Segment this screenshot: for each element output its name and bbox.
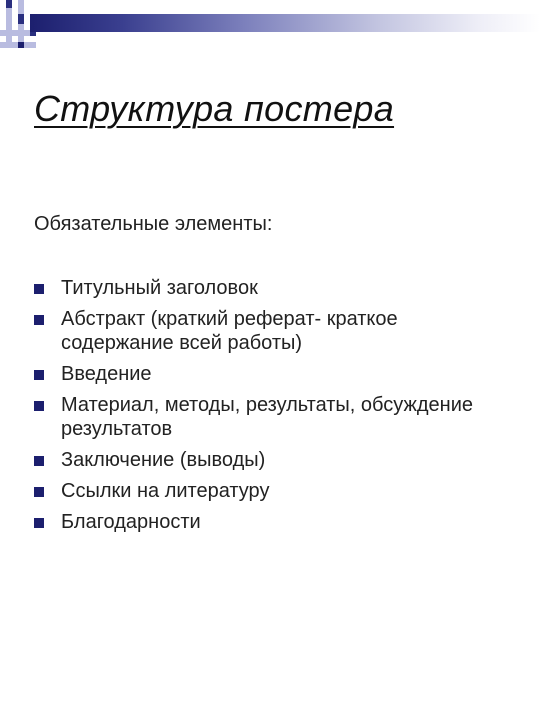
square-bullet-icon: [34, 401, 44, 411]
slide-subtitle: Обязательные элементы:: [34, 213, 273, 235]
list-item: [34, 276, 514, 300]
slide-title: Структура постера: [34, 88, 395, 129]
list-item: [34, 448, 514, 472]
square-bullet-icon: [34, 370, 44, 380]
square-bullet-icon: [34, 284, 44, 294]
list-item: [34, 307, 514, 355]
list-item-text: Абстракт (краткий реферат- краткое содержание всей работы): [61, 308, 398, 354]
square-bullet-icon: [34, 518, 44, 528]
list-item-text: Материал, методы, результаты, обсуждение результатов: [61, 394, 474, 440]
bullet-list: [34, 276, 514, 541]
list-item: [34, 510, 514, 534]
list-item: [34, 393, 514, 441]
list-item-text: Заключение (выводы): [61, 449, 266, 471]
square-bullet-icon: [34, 315, 44, 325]
header-gradient-band: [30, 14, 540, 32]
list-item-text: Титульный заголовок: [61, 277, 258, 299]
list-item-text: Введение: [61, 363, 152, 385]
square-bullet-icon: [34, 487, 44, 497]
list-item-text: Благодарности: [61, 511, 201, 533]
list-item: [34, 479, 514, 503]
square-bullet-icon: [34, 456, 44, 466]
list-item: [34, 362, 514, 386]
list-item-text: Ссылки на литературу: [61, 480, 270, 502]
